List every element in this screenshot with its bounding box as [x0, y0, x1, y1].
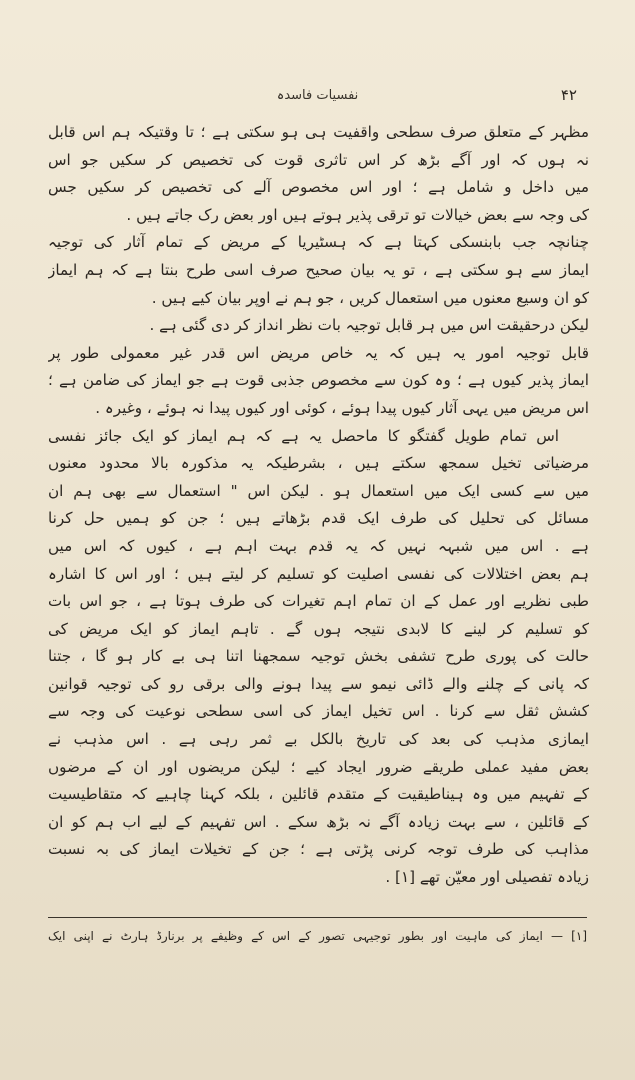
text-line: ایماز سے ہو سکتی ہے ، تو یہ بیان صحیح صرف اسی طرح بنتا ہے کہ ہم ایماز — [48, 260, 589, 279]
text-line: طبی نظریے اور عمل کے ان تمام اہم تغیرات کی طرف ہوتا ہے ، جو اس بات — [48, 592, 589, 611]
text-line: ایمازی مذہب کی بعد کی تاریخ بالکل بے ثمر رہی ہے . اس مذہب نے — [48, 730, 589, 749]
text-line: میں سے کسی ایک میں استعمال ہو . لیکن اس " استعمال سے بھی ہم ان — [48, 481, 589, 500]
body-text — [48, 119, 589, 892]
text-line: نہ ہوں کہ اور آگے بڑھ کر اس تاثری قوت کی تخصیص کر سکیں جو اس — [48, 150, 589, 169]
text-line: کشش ثقل سے کرنا . اس تخیل ایماز کی اسی سطحی نوعیت کی وجہ سے — [48, 702, 589, 721]
text-line: کو تسلیم کر لینے کا لابدی نتیجہ ہوں گے . تاہم ایماز کو ایک مریض کی — [48, 619, 589, 638]
text-line: ہے . اس میں شبہہ نہیں کہ یہ قدم بہت اہم ہے ، کیوں کہ اس میں — [48, 536, 589, 555]
text-line: چنانچہ جب بابنسکی کہتا ہے کہ ہسٹیریا کے مریض کے تمام آثار کی توجیہ — [48, 233, 589, 252]
text-line: حالت کی پوری طرح تشفی بخش توجیہ سمجھنا اتنا ہی بے کار ہو گا ، جتنا — [48, 647, 589, 666]
text-line: کے قائلین ، سے بہت زیادہ آگے نہ بڑھ سکے . اس تفہیم کے لیے اب ہم کو ان — [48, 812, 589, 831]
text-line: اس تمام طویل گفتگو کا ماحصل یہ ہے کہ ہم ایماز کو ایک جائز نفسی — [48, 426, 559, 445]
text-line: ایماز پذیر کیوں ہے ؛ وہ کون سے مخصوص جذبی قوت ہے جو ایماز کی ضامن ہے ؛ — [48, 371, 589, 390]
text-line: کی وجہ سے بعض خیالات تو ترقی پذیر ہوتے ہیں اور بعض رک جاتے ہیں . — [126, 205, 589, 224]
text-line: مرضیاتی تخیل سمجھ سکتے ہیں ، بشرطیکہ یہ مذکورہ بالا محدود معنوں — [48, 454, 589, 473]
text-line: ہم بعض اختلالات کی نفسی اصلیت کو تسلیم کر لیتے ہیں ؛ اور اس کا اشارہ — [48, 564, 589, 583]
text-line: میں داخل و شامل ہے ؛ اور اس مخصوص آلے کی تخصیص کر سکیں جس — [48, 178, 589, 197]
text-line: کو ان وسیع معنوں میں استعمال کریں ، جو ہم نے اوپر بیان کیے ہیں . — [151, 288, 589, 307]
page-number: ۴۲ — [560, 86, 577, 104]
text-line: قابل توجیہ امور یہ ہیں کہ یہ خاص مریض اس قدر غیر معمولی طور پر — [48, 343, 589, 362]
footnote-divider — [48, 917, 587, 918]
text-line: زیادہ تفصیلی اور معیّن تھے [۱] . — [385, 868, 589, 887]
text-line: کہ پانی کے چلنے والے ڈائی نیمو سے پیدا ہونے والی برقی رو کی توجیہ قوانین — [48, 674, 589, 693]
text-line: مذاہب کی طرف توجہ کرنی پڑتی ہے ؛ جن کے تخیلات ایماز کی بہ نسبت — [48, 840, 589, 859]
running-title: نفسیات فاسدہ — [276, 88, 359, 103]
text-line: اس مریض میں یہی آثار کیوں پیدا ہوئے ، کوئی اور کیوں پیدا نہ ہوئے ، وغیرہ . — [95, 398, 589, 417]
text-line: کے تفہیم میں وہ ہیناطیقیت کے متقدم قائلین ، بلکہ کہنا چاہیے کہ متقاطیسیت — [48, 785, 589, 804]
text-line: لیکن درحقیقت اس میں ہر قابل توجیہ بات نظر انداز کر دی گئی ہے . — [149, 316, 589, 335]
footnote: [۱] — ایماز کی ماہیت اور بطور توجیہی تصور کے اس کے وظیفے پر برنارڈ ہارٹ نے اپنی ایک — [48, 929, 587, 943]
text-line: بعض مفید عملی طریقے ضرور ایجاد کیے ؛ لیکن مریضوں اور ان کے مرضوں — [48, 757, 589, 776]
text-line: مظہر کے متعلق صرف سطحی واقفیت ہی ہو سکتی ہے ؛ تا وقتیکہ ہم اس قابل — [48, 123, 589, 141]
text-line: مسائل کی تحلیل کی طرف ایک قدم بڑھاتے ہیں ؛ جن کو ہمیں حل کرنا — [48, 509, 589, 528]
